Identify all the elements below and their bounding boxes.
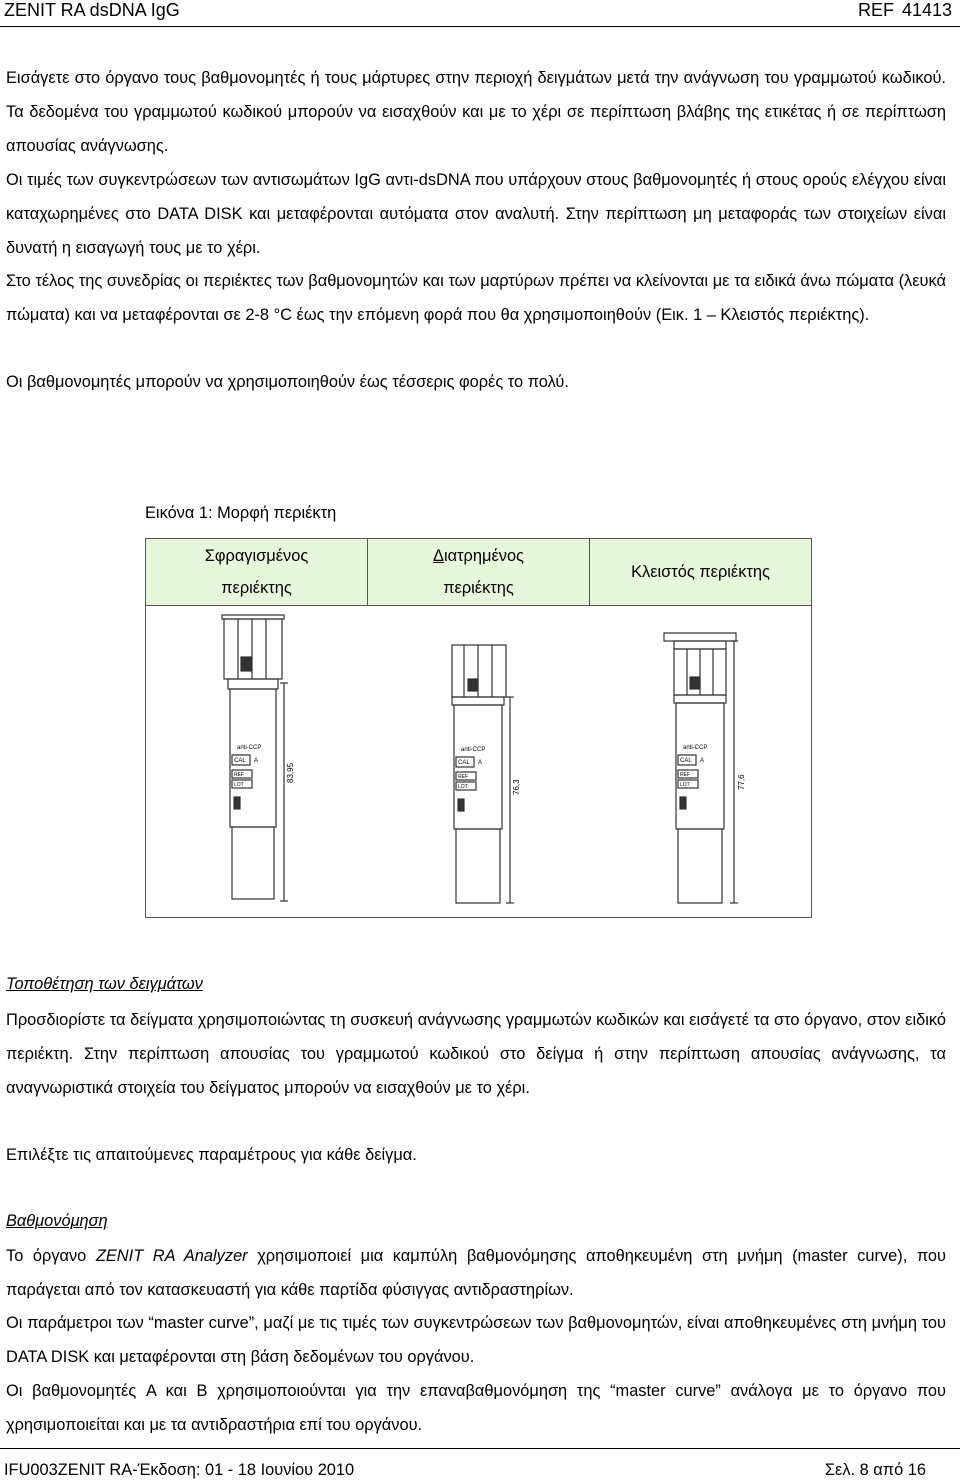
page-footer: [0, 1448, 960, 1479]
footer-page-number: Σελ. 8 από 16: [824, 1461, 926, 1479]
closed-dimension: 77,6: [737, 774, 746, 790]
sealed-dimension: 83,95: [286, 762, 295, 783]
figure-caption: Εικόνα 1: Μορφή περιέκτη: [145, 504, 337, 522]
sealed-label-cal: CAL: [234, 758, 246, 764]
sealed-label-lot: LOT: [234, 782, 244, 788]
closed-label-cal-letter: A: [700, 758, 705, 764]
closed-cap-top: [664, 633, 736, 641]
paragraph-concentration-values: Οι τιμές των συγκεντρώσεων των αντισωμάτων IgG αντι-dsDNA που υπάρχουν στους βαθμονομητές ή στους ορούς ελέγχου είναι καταχωρημένες στο DATA DISK και μεταφέρονται αυτόματα στον αναλυτή. Στην περίπτωση μη μεταφοράς των στοιχείων είναι δυνατή η εισαγωγή τους με το χέρι.: [6, 171, 946, 257]
footer-document-id: IFU003ZENIT RA-Έκδοση: 01 - 18 Ιουνίου 2010: [4, 1461, 355, 1479]
page-header: [0, 0, 960, 27]
header-sealed-container: Σφραγισμένος περιέκτης: [146, 539, 368, 605]
paragraph-master-curve-parameters: Οι παράμετροι των “master curve”, μαζί με τις τιμές των συγκεντρώσεων των βαθμονομητών, είναι αποθηκευμένες στη μνήμη του DATA DISK και μεταφέρονται στη βάση δεδομένων του οργάνου.: [6, 1314, 946, 1366]
figure-container-table: [145, 538, 812, 918]
heading-sample-placement: Τοποθέτηση των δειγμάτων: [6, 975, 203, 993]
heading-calibration: Βαθμονόμηση: [6, 1212, 108, 1230]
header-title: ZENIT RA dsDNA IgG: [4, 0, 180, 20]
pierced-label-ref: REF: [458, 774, 468, 780]
pierced-container-drawing: [368, 605, 590, 917]
paragraph-sample-identification: Προσδιορίστε τα δείγματα χρησιμοποιώντας τη συσκευή ανάγνωσης γραμμωτών κωδικών και εισάγετέ τα στο όργανο, στον ειδικό περιέκτη. Στην περίπτωση απουσίας του γραμμωτού κωδικού στο δείγμα ή στην περίπτωση απουσίας ανάγνωσης, τα αναγνωριστικά στοιχεία του δείγματος μπορούν να εισαχθούν με το χέρι.: [6, 1011, 946, 1097]
closed-tube-bottom: [678, 829, 722, 903]
pierced-label-product: anti-CCP: [461, 747, 486, 753]
analyzer-name: ZENIT RA Analyzer: [95, 1247, 248, 1265]
sealed-label-product: anti-CCP: [237, 745, 262, 751]
paragraph-recalibration: Οι βαθμονομητές A και B χρησιμοποιούνται για την επαναβαθμονόμηση της “master curve” ανάλογα με το όργανο που χρησιμοποιείται και με τα αντιδραστήρια επί του οργάνου.: [6, 1382, 946, 1434]
paragraph-end-of-session: Στο τέλος της συνεδρίας οι περιέκτες των βαθμονομητών και των μαρτύρων πρέπει να κλείνονται με τα ειδικά άνω πώματα (λευκά πώματα) και να μεταφέρονται σε 2-8 °C έως την επόμενη φορά που θα χρησιμοποιηθούν (Εικ. 1 – Κλειστός περιέκτης).: [6, 272, 946, 324]
paragraph-master-curve: Το όργανο ZENIT RA Analyzer χρησιμοποιεί μια καμπύλη βαθμονόμησης αποθηκευμένη στη μνήμη (master curve), που παράγεται από τον κατασκευαστή για κάθε παρτίδα φύσιγγας αντιδραστηρίων.: [6, 1247, 946, 1299]
sealed-cap-body: [224, 619, 282, 679]
header-ref-number: 41413: [901, 0, 952, 20]
paragraph-insert-calibrators: Εισάγετε στο όργανο τους βαθμονομητές ή τους μάρτυρες στην περιοχή δειγμάτων μετά την ανάγνωση του γραμμωτού κωδικού. Τα δεδομένα του γραμμωτού κωδικού μπορούν να εισαχθούν και με το χέρι σε περίπτωση βλάβης της ετικέτας ή σε περίπτωση απουσίας ανάγνωσης.: [6, 69, 946, 155]
sealed-tube-bottom: [232, 827, 274, 899]
sealed-label-cal-letter: A: [254, 758, 259, 764]
header-pierced-container: Διατρημένος περιέκτης: [368, 539, 590, 605]
pierced-tube-bottom: [456, 829, 500, 903]
closed-tube-body: [676, 703, 724, 829]
closed-label-cal: CAL: [680, 758, 692, 764]
paragraph-calibrator-usage: Οι βαθμονομητές μπορούν να χρησιμοποιηθούν έως τέσσερις φορές το πολύ.: [6, 373, 569, 391]
paragraph-select-parameters: Επιλέξτε τις απαιτούμενες παραμέτρους για κάθε δείγμα.: [6, 1146, 417, 1164]
pierced-label-lot: LOT: [458, 784, 468, 790]
closed-label-ref: REF: [680, 772, 690, 778]
sealed-container-drawing: [146, 605, 368, 917]
figure-header-row: [146, 539, 811, 606]
pierced-dimension: 76,3: [512, 779, 521, 795]
closed-label-lot: LOT: [680, 782, 690, 788]
header-closed-container: Κλειστός περιέκτης: [631, 563, 770, 581]
pierced-cap-body: [452, 645, 506, 697]
pierced-label-cal-letter: A: [478, 760, 483, 766]
closed-label-product: anti-CCP: [683, 745, 708, 751]
pierced-label-cal: CAL: [458, 760, 470, 766]
header-ref-label: REF: [858, 0, 894, 20]
closed-container-drawing: [590, 605, 811, 917]
sealed-label-ref: REF: [234, 772, 244, 778]
